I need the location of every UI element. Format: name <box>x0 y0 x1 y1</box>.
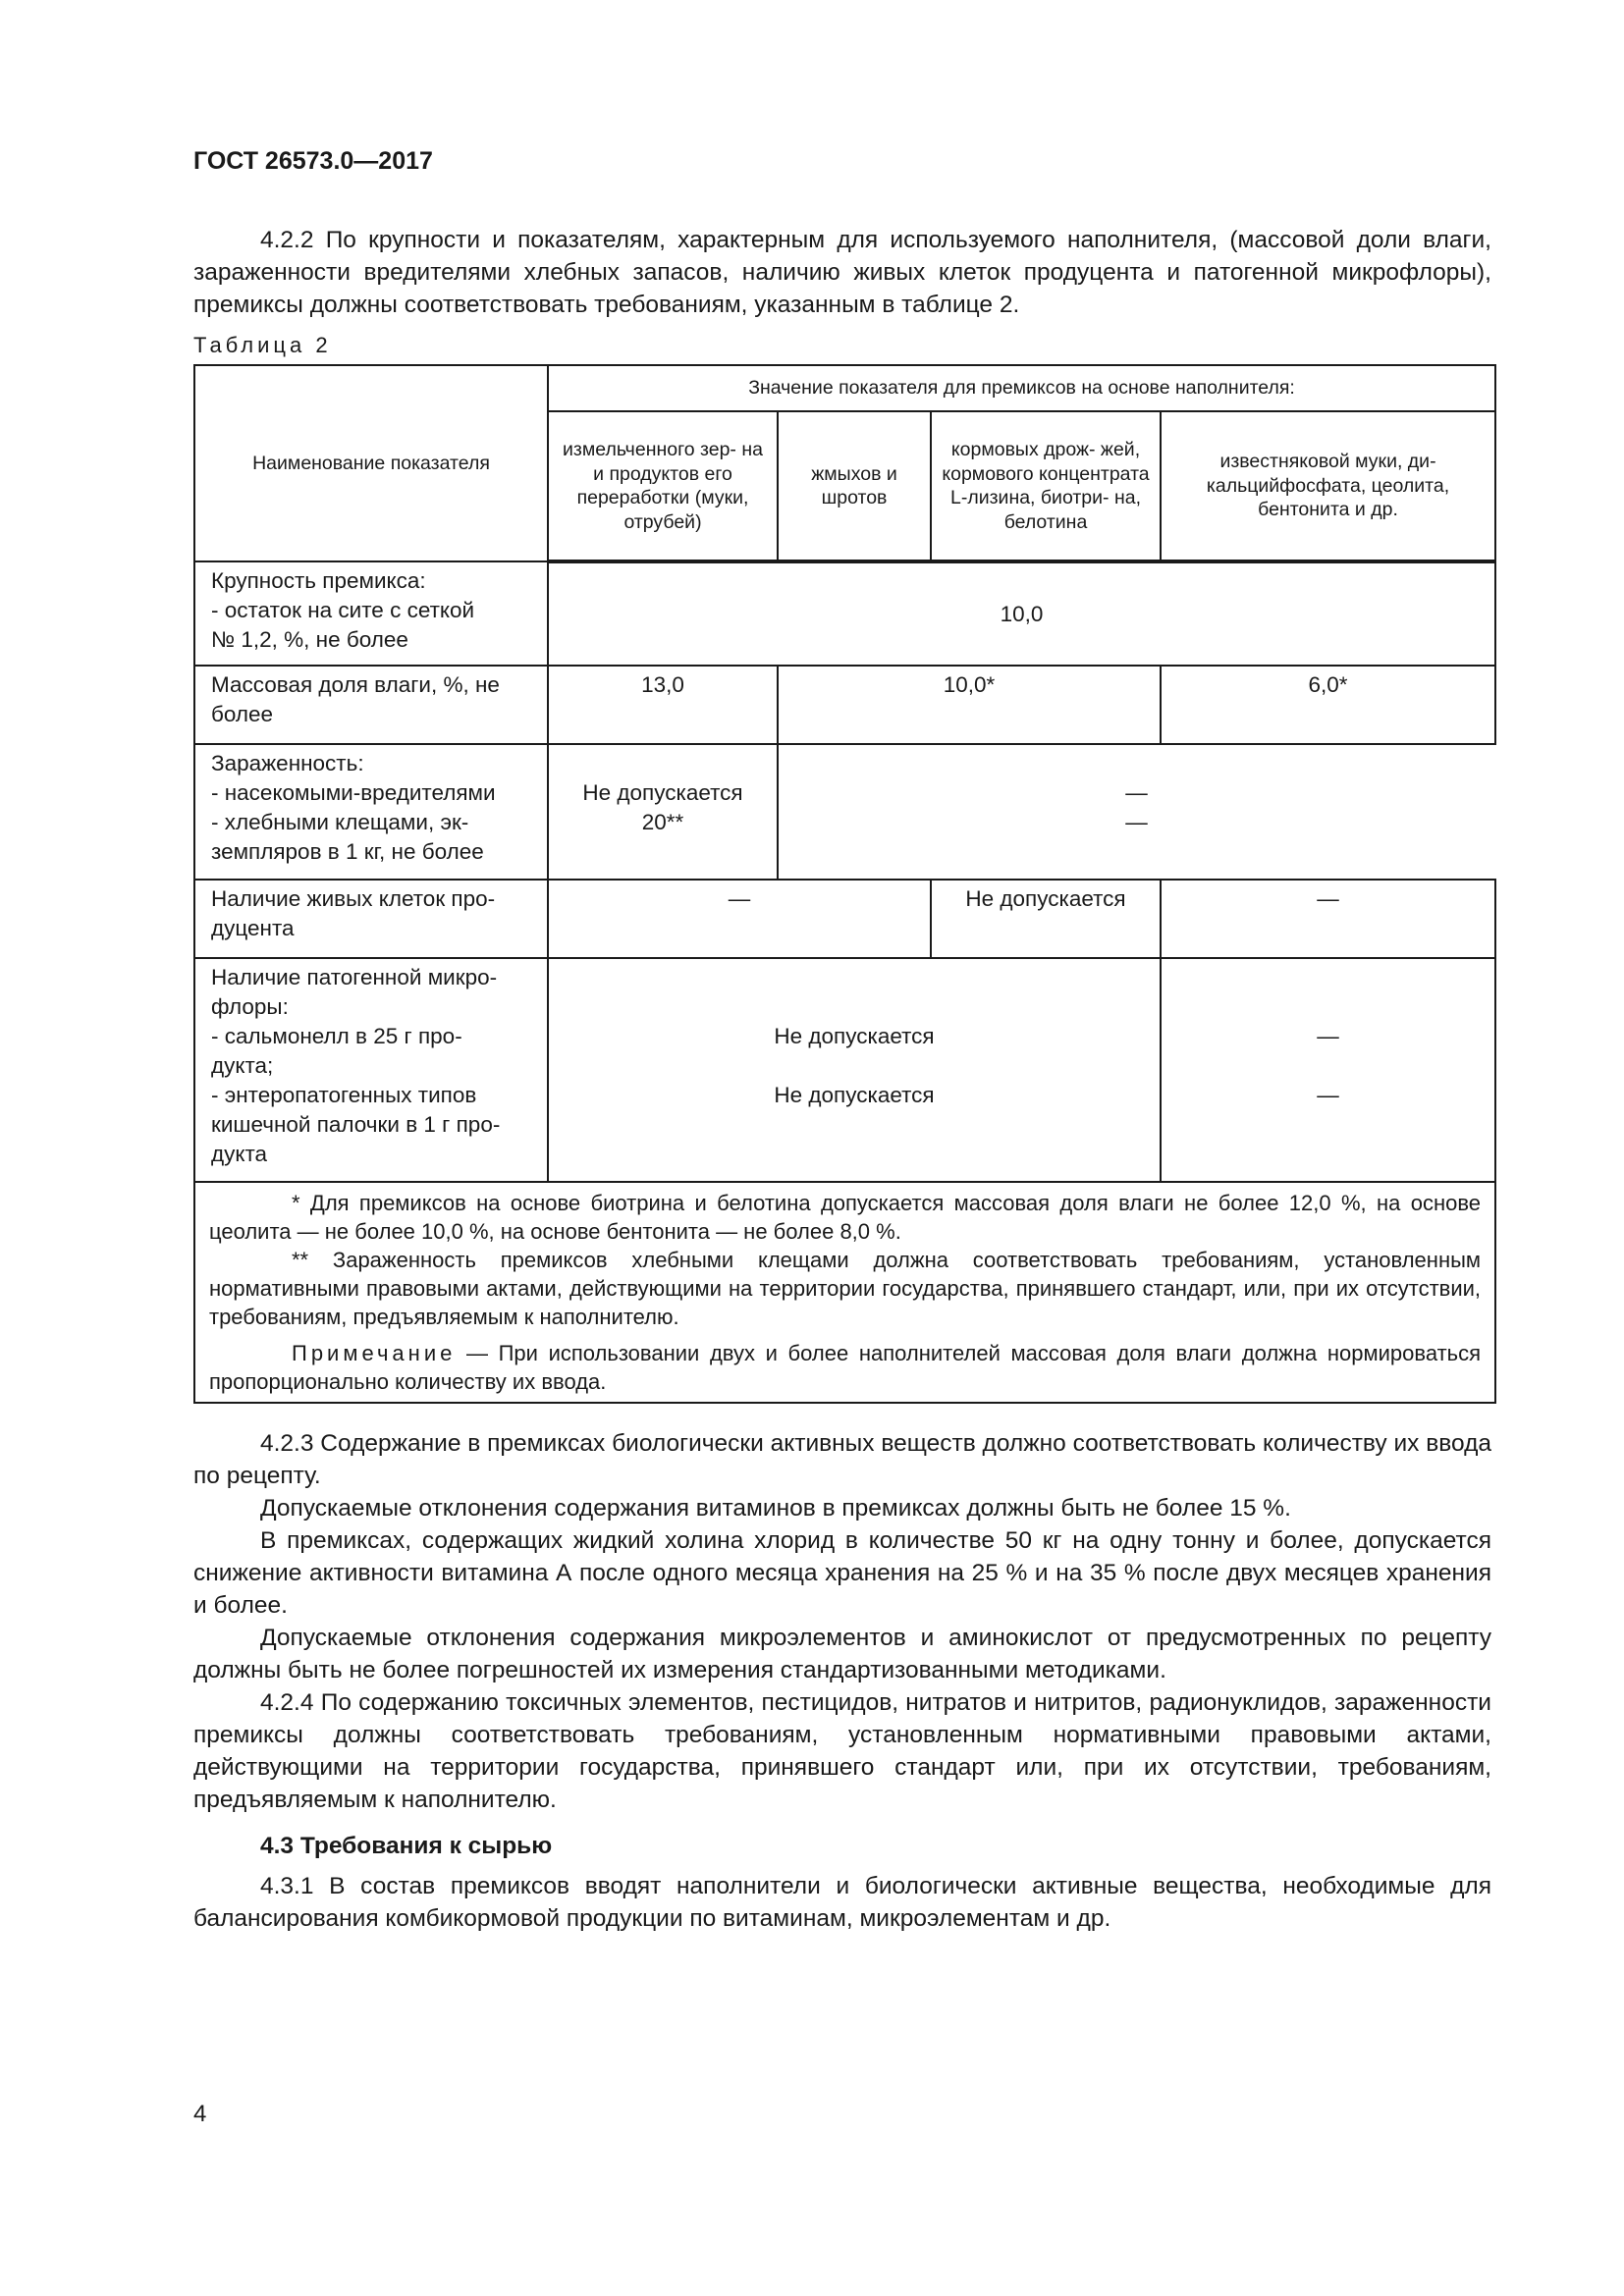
table-label: Таблица 2 <box>193 333 332 357</box>
page-content <box>193 224 1491 1935</box>
note-text: — При использовании двух и более наполнителей массовая доля влаги должна нормироваться пропорционально количеству их ввода. <box>209 1341 1482 1394</box>
table-note <box>209 1339 1481 1396</box>
requirements-table <box>193 364 1496 1404</box>
value-infestation-grain: Не допускается 20** <box>548 744 778 880</box>
paragraph-4-2-4: 4.2.4 По содержанию токсичных элементов, пестицидов, нитратов и нитритов, радионуклидов, зараженности премиксы должны соответствовать требованиям, установленным нормативными правовыми актами, действующими на территории государства, принявшего стандарт или, при их отсутствии, требованиям, предъявляемым к наполнителю. <box>193 1689 1491 1813</box>
paragraph-4-2-3: 4.2.3 Содержание в премиксах биологически активных веществ должно соответствовать количеству их ввода по рецепту. <box>193 1430 1491 1489</box>
value-moisture-grain: 13,0 <box>548 666 778 744</box>
paragraph-4-3-1: 4.3.1 В состав премиксов вводят наполнители и биологически активные вещества, необходимые для балансирования комбикормовой продукции по витаминам, микроэлементам и др. <box>193 1873 1491 1932</box>
paragraph-4-2-2: 4.2.2 По крупности и показателям, характерным для используемого наполнителя, (массовой доли влаги, зараженности вредителями хлебных запасов, наличию живых клеток продуцента и патогенной микрофлоры), премиксы должны соответствовать требованиям, указанным в таблице 2. <box>193 227 1491 318</box>
header-value-group: Значение показателя для премиксов на основе наполнителя: <box>548 365 1495 411</box>
value-moisture-oilcake-yeast: 10,0* <box>778 666 1161 744</box>
row-name-fineness: Крупность премикса: - остаток на сите с сеткой № 1,2, %, не более <box>194 561 548 666</box>
table-row <box>194 744 1495 880</box>
paragraph-vitamins: Допускаемые отклонения содержания витаминов в премиксах должны быть не более 15 %. <box>260 1495 1291 1522</box>
table-notes <box>194 1182 1495 1403</box>
value-infestation-other: — — <box>778 744 1495 880</box>
section-title-4-3: 4.3 Требования к сырью <box>260 1833 553 1859</box>
value-pathogens-main: Не допускается Не допускается <box>548 958 1161 1182</box>
table-row <box>194 880 1495 958</box>
value-pathogens-limestone: — — <box>1161 958 1495 1182</box>
table-row <box>194 958 1495 1182</box>
row-name-live-cells: Наличие живых клеток про- дуцента <box>194 880 548 958</box>
table-header-row <box>194 365 1495 411</box>
table-row <box>194 561 1495 666</box>
header-grain: измельченного зер- на и продуктов его переработки (муки, отрубей) <box>548 411 778 561</box>
header-oilcake: жмыхов и шротов <box>778 411 931 561</box>
row-name-moisture: Массовая доля влаги, %, не более <box>194 666 548 744</box>
page-number: 4 <box>193 2101 207 2127</box>
value-fineness: 10,0 <box>548 561 1495 666</box>
footnote-2: ** Зараженность премиксов хлебными клещами должна соответствовать требованиям, установленным нормативными правовыми актами, действующими на территории государства, принявшего стандарт, или, при их отсутствии, требованиям, предъявляемым к наполнителю. <box>209 1248 1482 1329</box>
note-label: Примечание <box>292 1341 457 1365</box>
header-yeast: кормовых дрож- жей, кормового концентрата L-лизина, биотри- на, белотина <box>931 411 1161 561</box>
footnote-1: * Для премиксов на основе биотрина и белотина допускается массовая доля влаги не более 12,0 %, на основе цеолита — не более 10,0 %, на основе бентонита — не более 8,0 %. <box>209 1191 1482 1244</box>
value-live-cells-limestone: — <box>1161 880 1495 958</box>
table-row <box>194 666 1495 744</box>
row-name-pathogens: Наличие патогенной микро- флоры: - сальмонелл в 25 г про- дукта; - энтеропатогенных типов кишечной палочки в 1 г про- дукта <box>194 958 548 1182</box>
header-indicator-name: Наименование показателя <box>194 365 548 561</box>
document-header: ГОСТ 26573.0—2017 <box>193 147 433 175</box>
value-moisture-limestone: 6,0* <box>1161 666 1495 744</box>
paragraph-microelements: Допускаемые отклонения содержания микроэлементов и аминокислот от предусмотренных по рецепту должны быть не более погрешностей их измерения стандартизованными методиками. <box>193 1625 1491 1683</box>
row-name-infestation: Зараженность: - насекомыми-вредителями - хлебными клещами, эк- земпляров в 1 кг, не более <box>194 744 548 880</box>
paragraph-choline: В премиксах, содержащих жидкий холина хлорид в количестве 50 кг на одну тонну и более, допускается снижение активности витамина А после одного месяца хранения на 25 % и на 35 % после двух месяцев хранения и более. <box>193 1527 1491 1619</box>
table-notes-row <box>194 1182 1495 1403</box>
header-limestone: известняковой муки, ди- кальцийфосфата, цеолита, бентонита и др. <box>1161 411 1495 561</box>
value-live-cells-yeast: Не допускается <box>931 880 1161 958</box>
value-live-cells-grain-oilcake: — <box>548 880 931 958</box>
